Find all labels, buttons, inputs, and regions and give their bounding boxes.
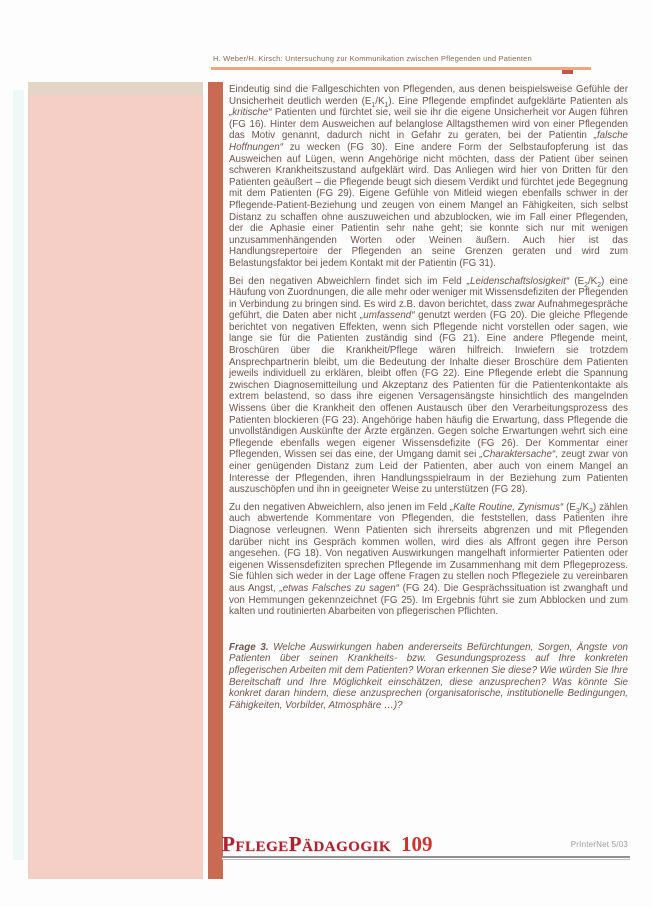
body-paragraph-unsicherheit: Eindeutig sind die Fallgeschichten von Pflegenden, aus denen beispielsweise Gefühle der Unsicherheit deutlich werden $(E_1/K_1)$. Eine Pflegende empfindet aufgeklärte Patienten als „kritische“ Patienten und fürchtet sie, weil sie ihr die eigene Unsicherheit vor Augen führen (FG 16). Hinter dem Ausweichen auf belanglose Alltagsthemen wird von einer Pflegenden das Motiv genannt, dadurch nicht in Gefahr zu geraten, bei der Patientin „falsche Hoffnungen“ zu wecken (FG 30). Eine andere Form der Selbstaufopferung ist das Ausweichen auf Lügen, wenn Angehörige nicht möchten, dass der Patient über seinen schweren Krankheitszustand aufgeklärt wird. Das Anliegen wird hier von Dritten für den Patienten geäußert – die Pflegende beugt sich diesem Verdikt und fürchtet jede Begegnung mit dem Patienten (FG 29). Eigene Gefühle von Mitleid wiegen ebenfalls schwer in der Pflegende-Patient-Beziehung und zeugen von einem Mangel an Fähigkeiten, sich selbst Distanz zu schaffen ohne auszuweichen und abzublocken, wie im Fall einer Pflegenden, der die Aphasie einer Patientin sehr nahe geht; sie konnte sich nur mit wenigen unzusammenhängenden Worten oder Weinen äußern. Auch hier ist das Handlungsrepertoire der Pflegenden an seine Grenzen geraten und wird zum Belastungsfaktor bei jedem Kontakt mit der Patientin (FG 31). bbox=[229, 84, 628, 269]
left-accent-stripe bbox=[208, 82, 223, 879]
footer-rule bbox=[222, 856, 630, 860]
issue-label: PrInterNet 5/03 bbox=[570, 840, 628, 849]
body-paragraph-frage-3: Frage 3. Welche Auswirkungen haben andererseits Befürchtungen, Sorgen, Ängste von Patienten über seinen Krankheits- bzw. Gesundungsprozess auf Ihre konkreten pflegerischen Arbeiten mit dem Patienten? Woran erkennen Sie diese? Wie würden Sie Ihre Bereitschaft und Ihre Möglichkeit einschätzen, diese anzusprechen? Was könnte Sie konkret daran hindern, diese anzusprechen (organisatorische, institutionelle Bedingungen, Fähigkeiten, Vorbilder, Atmosphäre …)? bbox=[229, 641, 628, 711]
header-rule-end-mark bbox=[562, 70, 573, 74]
left-margin-pink-panel bbox=[28, 82, 203, 879]
scan-artifact-sliver bbox=[13, 90, 24, 860]
header-rule bbox=[211, 67, 591, 70]
body-text-column bbox=[229, 84, 628, 717]
left-margin-tan-band bbox=[28, 82, 203, 95]
journal-wordmark: PflegePädagogik bbox=[222, 832, 392, 856]
page-number: 109 bbox=[401, 832, 433, 856]
page-footer bbox=[222, 833, 630, 863]
body-paragraph-leidenschaftslosigkeit: Bei den negativen Abweichlern findet sich im Feld „Leidenschaftslosigkeit“ $(E_2/K_2)$ eine Häufung von Zuordnungen, die alle mehr oder weniger mit Wissensdefiziten der Pflegenden in Verbindung zu bringen sind. Es wird z.B. davon berichtet, dass zwar Aufnahmegespräche geführt, die Daten aber nicht „umfassend“ genutzt werden (FG 20). Die gleiche Pflegende berichtet von negativen Effekten, wenn sich Pflegende nicht vorstellen oder sagen, wie lange sie für die Patienten zuständig sind (FG 21). Eine andere Pflegende meint, Broschüren über die Krankheit/Pflege wären hilfreich. Inwiefern sie trotzdem Ansprechpartnerin bleibt, um die Bedeutung der Inhalte dieser Broschüre dem Patienten jeweils individuell zu erklären, bleibt offen (FG 22). Eine Pflegende erlebt die Spannung zwischen Diagnosemitteilung und Akzeptanz des Patienten für die Patientenkontakte als extrem belastend, so dass ihre eigenen Versagensängste hinsichtlich des mangelnden Wissens über die Krankheit den offenen Austausch über den Verarbeitungsprozess des Patienten blockieren (FG 23). Angehörige haben häufig die Erwartung, dass Pflegende die unvollständigen Auskünfte der Ärzte ergänzen. Gegen solche Erwartungen wehrt sich eine Pflegende ebenfalls wegen eigener Wissensdefizite (FG 26). Der Kommentar einer Pflegenden, Wissen sei das eine, der Umgang damit sei „Charaktersache“, zeugt zwar von einer genügenden Distanz zum Leid der Patienten, aber auch von einem Mangel an Interesse der Pflegenden, ihren Handlungsspielraum in der Beziehung zum Patienten auszuschöpfen und ihn in geeigneter Weise zu unterstützen (FG 28). bbox=[229, 275, 628, 496]
body-paragraph-kalte-routine: Zu den negativen Abweichlern, also jenen im Feld „Kalte Routine, Zynismus“ $(E_3/K_3)$ zählen auch abwertende Kommentare von Pflegenden, die feststellen, dass Patienten ihre Diagnose verleugnen. Wenn Patienten sich ihrerseits abgrenzen und mit Pflegenden darüber nicht ins Gespräch kommen wollen, wird dies als Affront gegen ihre Person angesehen. (FG 18). Von negativen Auswirkungen mangelhaft informierter Patienten oder eigenen Wissensdefiziten sprechen Pflegende im Zusammenhang mit dem Pflegeprozess. Sie fühlen sich weder in der Lage offene Fragen zu stellen noch Pflegeziele zu vereinbaren aus Angst, „etwas Falsches zu sagen“ (FG 24). Die Gesprächssituation ist zwanghaft und von Hemmungen gekennzeichnet (FG 25). Im Ergebnis führt sie zum Abblocken und zum kalten und routinierten Abarbeiten von pflegerischen Pflichten. bbox=[229, 501, 628, 618]
running-header: H. Weber/H. Kirsch: Untersuchung zur Kommunikation zwischen Pflegenden und Patienten bbox=[213, 54, 532, 63]
